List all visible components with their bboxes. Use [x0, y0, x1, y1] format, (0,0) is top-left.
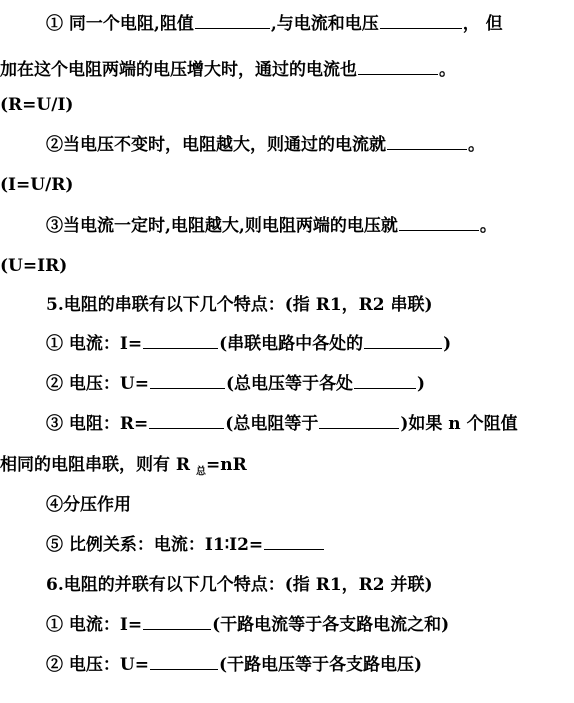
line-text: )	[417, 374, 426, 394]
answer-blank[interactable]	[358, 57, 438, 75]
line-text: ① 电流：I=	[46, 615, 143, 635]
answer-blank[interactable]	[364, 331, 442, 349]
line-text: ②当电压不变时，电阻越大，则通过的电流就	[46, 135, 386, 155]
line-text: ， 但	[462, 14, 503, 34]
line-text: ③ 电阻：R=	[46, 414, 149, 434]
line-1b	[0, 55, 456, 85]
line-text: )如果 n 个阻值	[400, 414, 518, 434]
line-8	[46, 490, 131, 520]
line-text: ④分压作用	[46, 495, 131, 515]
line-text: 6.电阻的并联有以下几个特点：(指 R1，R2 并联)	[46, 575, 433, 595]
line-text: =nR	[205, 455, 247, 475]
line-1a	[46, 9, 503, 39]
line-text: 相同的电阻串联，则有 R	[0, 455, 196, 475]
line-text: (I=U/R)	[0, 175, 74, 195]
answer-blank[interactable]	[149, 411, 224, 429]
line-3a	[46, 211, 497, 241]
line-text: 5.电阻的串联有以下几个特点：(指 R1，R2 串联)	[46, 295, 433, 315]
answer-blank[interactable]	[143, 612, 211, 630]
line-text: (U=IR)	[0, 256, 68, 276]
line-text: (总电阻等于	[225, 414, 319, 434]
line-2a	[46, 130, 485, 160]
answer-blank[interactable]	[150, 652, 218, 670]
line-4	[46, 290, 433, 320]
line-5	[46, 329, 451, 359]
answer-blank[interactable]	[143, 331, 218, 349]
line-text: ,与电流和电压	[270, 14, 379, 34]
answer-blank[interactable]	[399, 213, 479, 231]
answer-blank[interactable]	[264, 532, 324, 550]
line-text: ⑤ 比例关系：电流：I1∶I2=	[46, 535, 264, 555]
answer-blank[interactable]	[387, 132, 467, 150]
line-1c	[0, 90, 73, 120]
answer-blank[interactable]	[354, 371, 416, 389]
line-6	[46, 369, 425, 399]
answer-blank[interactable]	[380, 11, 462, 29]
answer-blank[interactable]	[195, 11, 270, 29]
line-text: (串联电路中各处的	[219, 334, 364, 354]
line-3b	[0, 251, 67, 281]
line-text: ① 同一个电阻,阻值	[46, 14, 194, 34]
line-text: 。	[439, 60, 456, 80]
line-text: (R=U/I)	[0, 95, 74, 115]
line-text: ② 电压：U=	[46, 374, 149, 394]
line-text: 。	[468, 135, 485, 155]
line-text: 。	[479, 216, 497, 236]
line-text: )	[443, 334, 452, 354]
line-2b	[0, 170, 73, 200]
line-12	[46, 650, 422, 680]
line-text: ② 电压：U=	[46, 655, 149, 675]
line-7b	[0, 450, 247, 480]
answer-blank[interactable]	[150, 371, 225, 389]
line-text: (干路电压等于各支路电压)	[219, 655, 423, 675]
line-9	[46, 530, 325, 560]
line-7a	[46, 409, 518, 439]
subscript-text: 总	[195, 466, 206, 478]
line-text: ① 电流：I=	[46, 334, 143, 354]
line-text: ③当电流一定时,电阻越大,则电阻两端的电压就	[46, 216, 398, 236]
line-text: (总电压等于各处	[226, 374, 354, 394]
line-10	[46, 570, 433, 600]
line-11	[46, 610, 449, 640]
answer-blank[interactable]	[319, 411, 399, 429]
line-text: (干路电流等于各支路电流之和)	[212, 615, 450, 635]
line-text: 加在这个电阻两端的电压增大时，通过的电流也	[0, 60, 357, 80]
